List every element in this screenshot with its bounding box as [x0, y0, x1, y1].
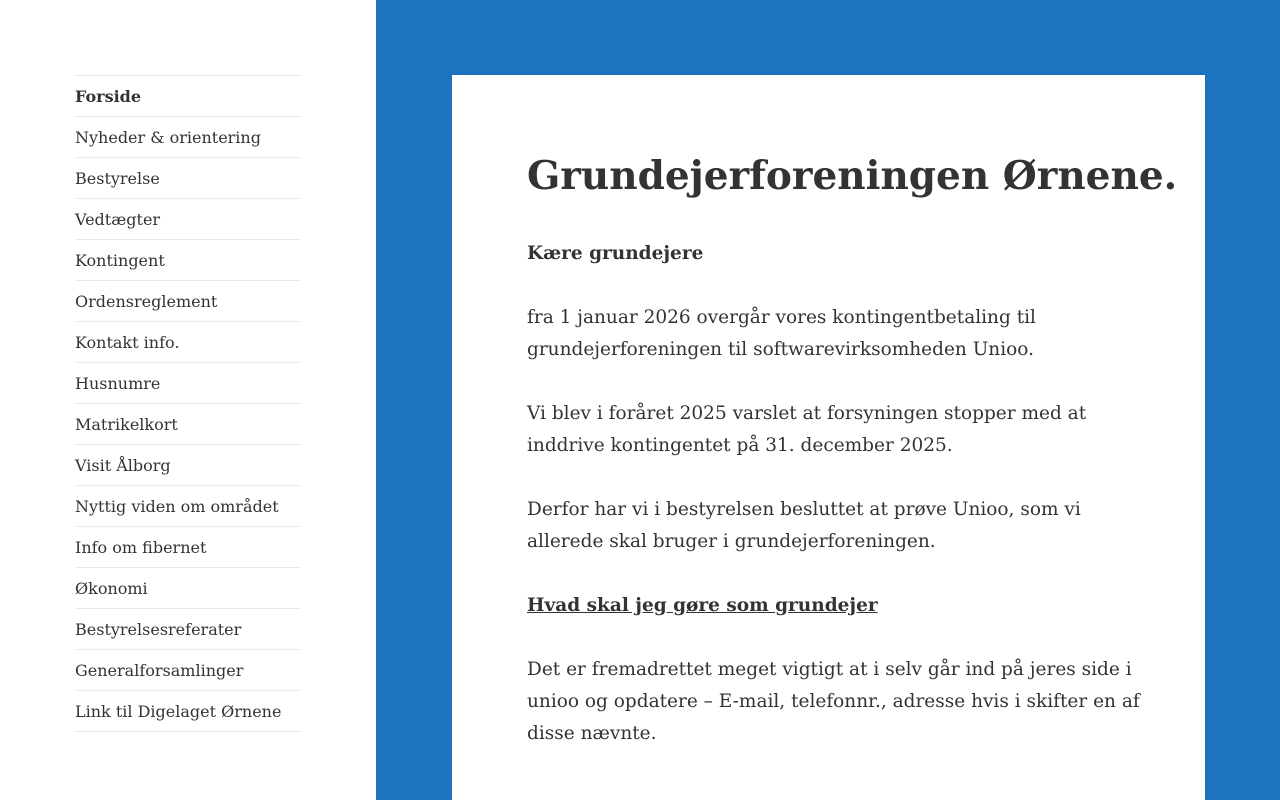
nav-item-matrikelkort[interactable]: Matrikelkort	[75, 404, 301, 445]
nav-item-husnumre[interactable]: Husnumre	[75, 363, 301, 404]
paragraph-3-line-2: allerede skal bruger i grundejerforeningen.	[527, 531, 936, 552]
nav-item-oekonomi[interactable]: Økonomi	[75, 568, 301, 609]
nav-item-fibernet[interactable]: Info om fibernet	[75, 527, 301, 568]
sidebar	[0, 0, 376, 800]
nav-item-digelaget[interactable]: Link til Digelaget Ørnene	[75, 691, 301, 732]
subheading: Hvad skal jeg gøre som grundejer	[527, 595, 878, 616]
page-title: Grundejerforeningen Ørnene.	[527, 153, 1178, 199]
paragraph-4-line-2: unioo og opdatere – E-mail, telefonnr., adresse hvis i skifter en af	[527, 691, 1140, 712]
paragraph-3	[527, 494, 1131, 558]
nav-item-generalforsamlinger[interactable]: Generalforsamlinger	[75, 650, 301, 691]
nav-item-bestyrelse[interactable]: Bestyrelse	[75, 158, 301, 199]
paragraph-2-line-2: inddrive kontingentet på 31. december 2025.	[527, 435, 953, 456]
nav-item-bestyrelsesreferater[interactable]: Bestyrelsesreferater	[75, 609, 301, 650]
nav-item-ordensreglement[interactable]: Ordensreglement	[75, 281, 301, 322]
nav-item-kontingent[interactable]: Kontingent	[75, 240, 301, 281]
nav-item-visit-aalborg[interactable]: Visit Ålborg	[75, 445, 301, 486]
content-card	[452, 75, 1205, 800]
paragraph-1-line-2: grundejerforeningen til softwarevirksomheden Unioo.	[527, 339, 1034, 360]
nav-item-kontakt-info[interactable]: Kontakt info.	[75, 322, 301, 363]
paragraph-2-line-1: Vi blev i foråret 2025 varslet at forsyningen stopper med at	[527, 403, 1087, 424]
paragraph-1	[527, 302, 1131, 366]
paragraph-4-line-3: disse nævnte.	[527, 723, 657, 744]
paragraph-3-line-1: Derfor har vi i bestyrelsen besluttet at prøve Unioo, som vi	[527, 499, 1081, 520]
nav-item-nyheder[interactable]: Nyheder & orientering	[75, 117, 301, 158]
paragraph-1-line-1: fra 1 januar 2026 overgår vores kontingentbetaling til	[527, 307, 1036, 328]
paragraph-4	[527, 654, 1140, 750]
nav-item-vedtaegter[interactable]: Vedtægter	[75, 199, 301, 240]
nav-item-forside[interactable]: Forside	[75, 76, 301, 117]
paragraph-4-line-1: Det er fremadrettet meget vigtigt at i selv går ind på jeres side i	[527, 659, 1132, 680]
page-article	[527, 75, 1178, 750]
greeting: Kære grundejere	[527, 243, 704, 264]
paragraph-2	[527, 398, 1131, 462]
nav-item-nyttig-viden[interactable]: Nyttig viden om området	[75, 486, 301, 527]
main-navigation	[75, 75, 301, 732]
